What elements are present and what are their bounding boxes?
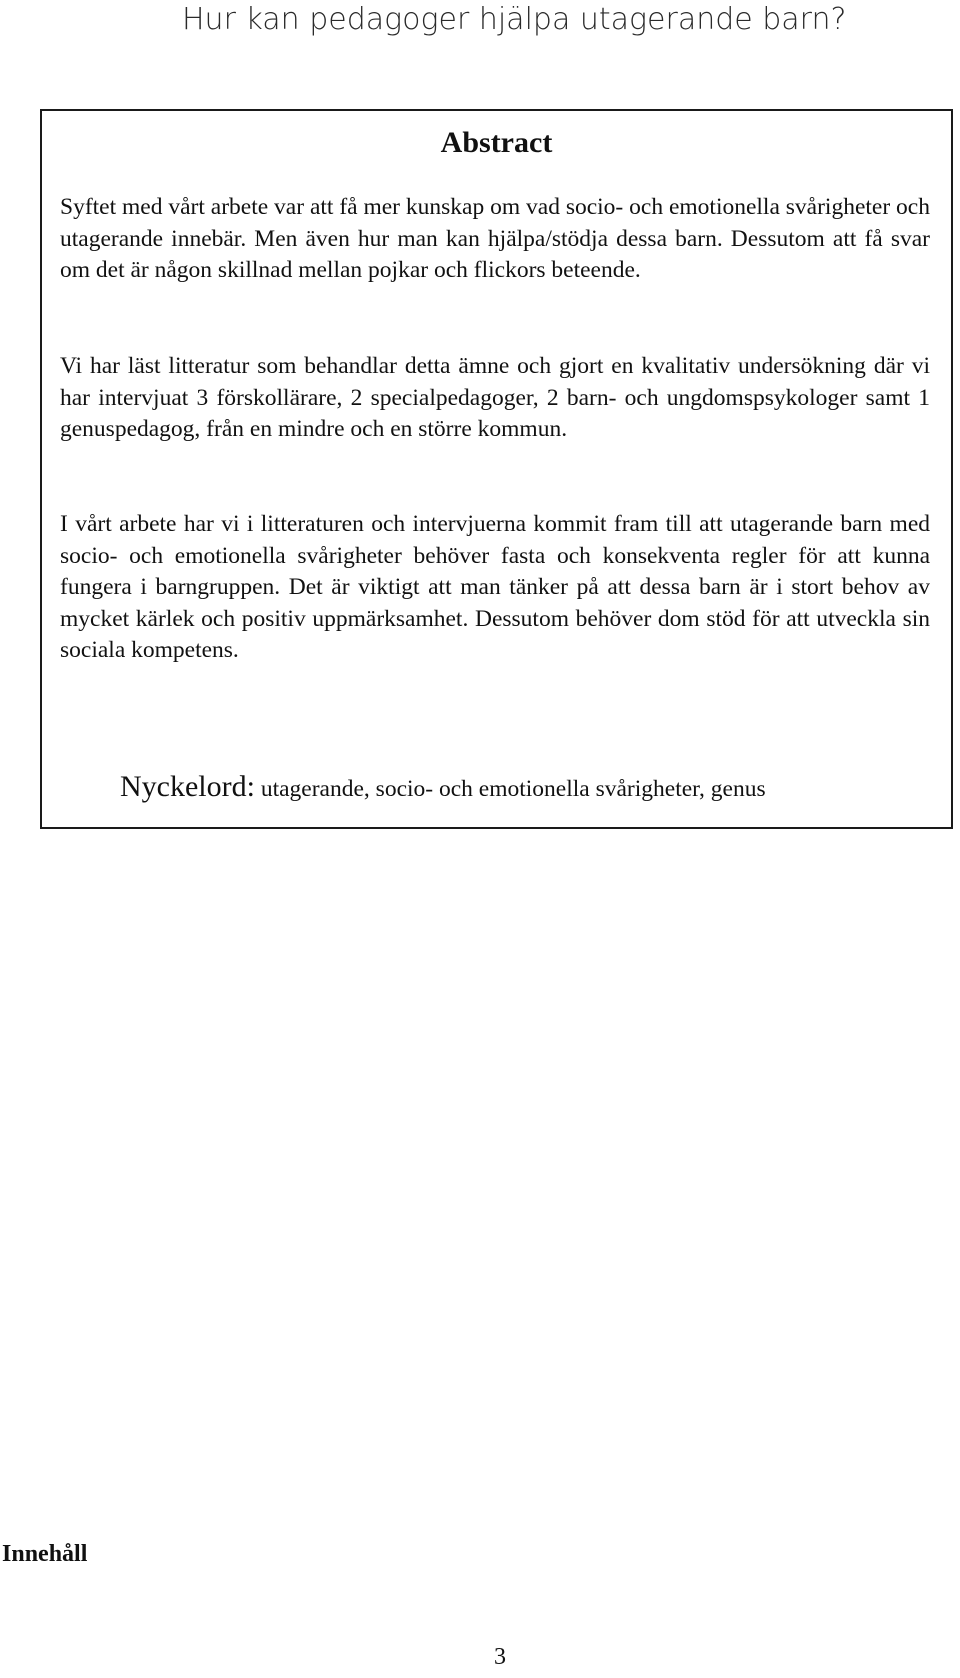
keywords-line	[120, 767, 766, 809]
abstract-box	[40, 109, 953, 829]
running-header-title: Hur kan pedagoger hjälpa utagerande barn?	[182, 2, 847, 37]
abstract-paragraph-method: Vi har läst litteratur som behandlar detta ämne och gjort en kvalitativ undersökning där vi har intervjuat 3 förskollärare, 2 specialpedagoger, 2 barn- och ungdomspsykologer samt 1 genuspedagog, från en mindre och en större kommun.	[60, 353, 930, 443]
keywords-label: Nyckelord:	[120, 770, 255, 803]
page-number: 3	[494, 1644, 506, 1670]
toc-heading: Innehåll	[2, 1541, 88, 1567]
abstract-paragraph-purpose: Syftet med vårt arbete var att få mer kunskap om vad socio- och emotionella svårigheter och utagerande innebär. Men även hur man kan hjälpa/stödja dessa barn. Dessutom att få svar om det är någon skillnad mellan pojkar och flickors beteende.	[60, 194, 930, 284]
abstract-paragraph-results: I vårt arbete har vi i litteraturen och intervjuerna kommit fram till att utagerande barn med socio- och emotionella svårigheter behöver fasta och konsekventa regler för att kunna fungera i barngruppen. Det är viktigt att man tänker på att dessa barn är i stort behov av mycket kärlek och positiv uppmärksamhet. Dessutom behöver dom stöd för att utveckla sin sociala kompetens.	[60, 511, 930, 664]
abstract-title: Abstract	[440, 126, 553, 159]
keywords-list: utagerande, socio- och emotionella svårigheter, genus	[254, 776, 766, 802]
